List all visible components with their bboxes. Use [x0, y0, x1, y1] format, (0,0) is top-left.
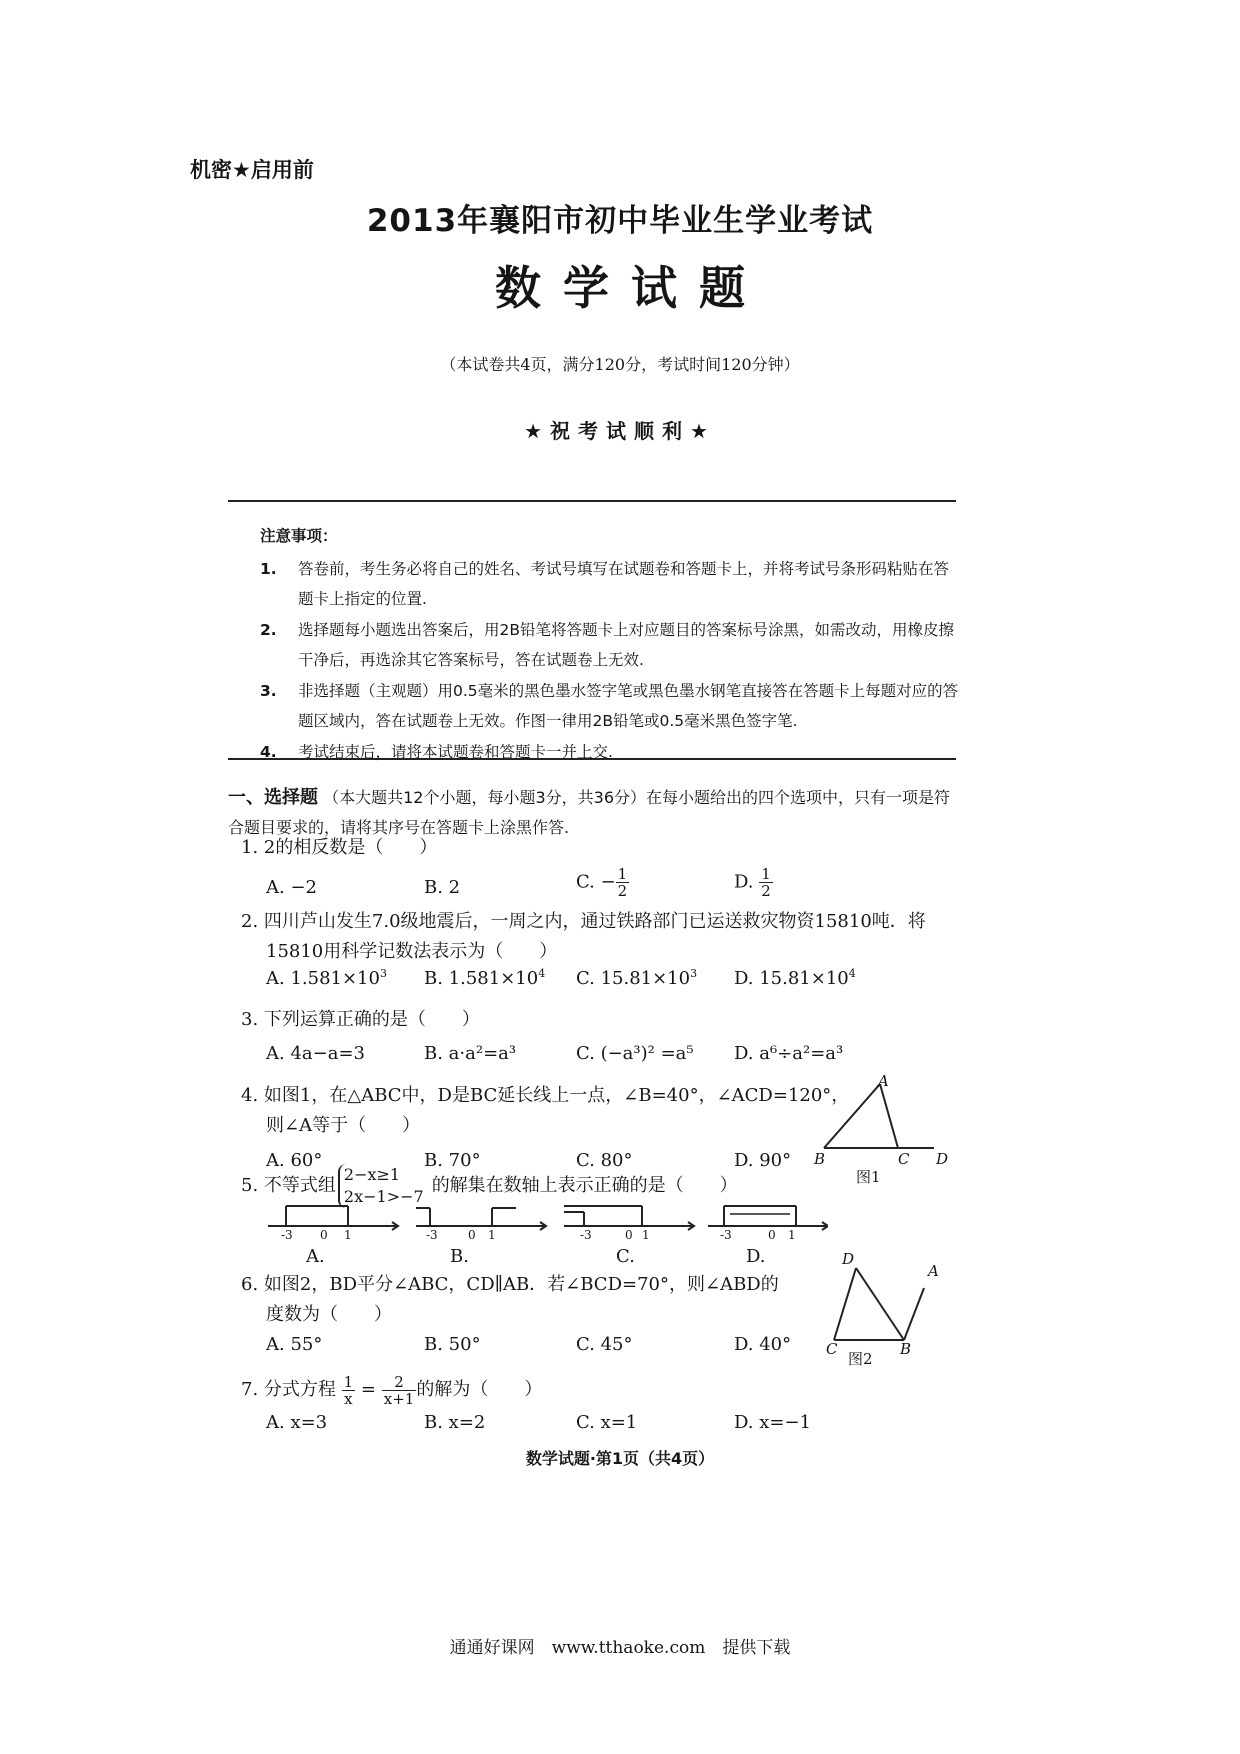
notice-num: 4.	[260, 743, 277, 761]
tick-1: 1	[788, 1228, 796, 1242]
frac-num: 1	[343, 1372, 354, 1391]
q2-a-base: A. 1.581×10	[266, 968, 380, 989]
q6-option-b: B. 50°	[424, 1334, 481, 1355]
notice-title: 注意事项：	[260, 527, 338, 545]
tick-1: 1	[344, 1228, 352, 1242]
tick-0: 0	[625, 1228, 633, 1242]
exam-title: 2013年襄阳市初中毕业生学业考试	[366, 203, 874, 239]
q6-option-d: D. 40°	[734, 1334, 792, 1355]
q1-option-b: B. 2	[424, 877, 461, 898]
notice-item	[260, 737, 960, 767]
q6-stem-line1: 6. 如图2，BD平分∠ABC，CD∥AB．若∠BCD=70°，则∠ABD的	[241, 1274, 779, 1295]
notice-item	[260, 676, 960, 736]
notice-item	[260, 615, 960, 675]
notice-num: 3.	[260, 682, 277, 700]
q7-suffix: 的解为（ ）	[416, 1379, 543, 1400]
q6-option-a: A. 55°	[266, 1334, 323, 1355]
download-source-footer: 通通好课网 www.tthaoke.com 提供下载	[449, 1638, 791, 1658]
q3-option-c: C. (−a³)² =a⁵	[576, 1043, 694, 1064]
section-label: 一、选择题	[228, 787, 318, 808]
notice-text: 选择题每小题选出答案后，用2B铅笔将答题卡上对应题目的答案标号涂黑，如需改动，用橡皮擦干净后，再选涂其它答案标号，答在试题卷上无效.	[298, 621, 954, 669]
tick-neg3: -3	[580, 1228, 592, 1242]
frac-num: 2	[382, 1374, 417, 1391]
fraction	[616, 866, 630, 899]
q4-option-a: A. 60°	[266, 1150, 323, 1171]
tick-neg3: -3	[281, 1228, 293, 1242]
number-line-d	[708, 1206, 828, 1230]
q1-option-d	[734, 866, 773, 899]
q4-option-b: B. 70°	[424, 1150, 481, 1171]
fraction-1-over-x	[342, 1374, 356, 1407]
q6-stem-line2: 度数为（ ）	[266, 1304, 392, 1325]
fig1-caption: 图1	[856, 1168, 881, 1186]
q2-option-c	[576, 967, 697, 989]
notice-num: 1.	[260, 560, 277, 578]
figure-1-triangle	[810, 1078, 960, 1188]
bottom-divider	[228, 758, 956, 760]
q4-stem-line2: 则∠A等于（ ）	[266, 1115, 421, 1136]
q5-number-lines	[268, 1196, 828, 1256]
q2-d-base: D. 15.81×10	[734, 968, 849, 989]
fig1-point-b: B	[814, 1150, 826, 1168]
notice-text: 考试结束后，请将本试题卷和答题卡一并上交.	[298, 743, 613, 761]
fig2-point-c: C	[826, 1340, 838, 1358]
tick-1: 1	[488, 1228, 496, 1242]
tick-0: 0	[468, 1228, 476, 1242]
notice-num: 2.	[260, 621, 277, 639]
tick-0: 0	[768, 1228, 776, 1242]
q2-a-exp: 3	[379, 967, 387, 980]
fig2-point-a: A	[928, 1262, 939, 1280]
q7-option-c: C. x=1	[576, 1412, 638, 1433]
q2-option-b	[424, 967, 545, 989]
fig2-side-ba	[904, 1288, 924, 1340]
q3-option-b: B. a·a²=a³	[424, 1043, 517, 1064]
inequality-2: 2x−1>−7	[343, 1187, 424, 1206]
confidential-label: 机密★启用前	[190, 158, 314, 182]
q5-prefix: 5. 不等式组	[241, 1175, 336, 1196]
subject-title: 数学试题	[495, 261, 767, 315]
section-desc: （本大题共12个小题，每小题3分，共36分）在每小题给出的四个选项中，只有一项是符合题目要求的，请将其序号在答题卡上涂黑作答.	[228, 788, 950, 837]
number-line-c	[564, 1206, 694, 1230]
q2-stem-line1: 2. 四川芦山发生7.0级地震后，一周之内，通过铁路部门已运送救灾物资15810吨．将	[241, 911, 926, 932]
notice-block	[260, 524, 960, 768]
q2-b-exp: 4	[538, 967, 546, 980]
frac-den: x	[344, 1389, 353, 1408]
good-luck-line: ★祝考试顺利★	[524, 419, 716, 443]
page-number-footer: 数学试题·第1页（共4页）	[525, 1449, 715, 1468]
number-line-b	[416, 1208, 546, 1230]
frac-num: 1	[761, 865, 771, 883]
fraction	[759, 866, 773, 899]
fig2-point-b: B	[900, 1340, 912, 1358]
q5-option-b: B.	[450, 1246, 469, 1267]
tick-0: 0	[320, 1228, 328, 1242]
q6-option-c: C. 45°	[576, 1334, 633, 1355]
tick-neg3: -3	[426, 1228, 438, 1242]
q2-stem-line2: 15810用科学记数法表示为（ ）	[266, 941, 558, 962]
fig1-side-ab	[824, 1084, 880, 1148]
inequality-1: 2−x≥1	[343, 1165, 401, 1184]
q4-stem-line1: 4. 如图1，在△ABC中，D是BC延长线上一点，∠B=40°，∠ACD=120°，	[241, 1085, 850, 1106]
fig2-caption: 图2	[848, 1350, 873, 1368]
q4-option-c: C. 80°	[576, 1150, 633, 1171]
q2-d-exp: 4	[848, 967, 856, 980]
q7-option-a: A. x=3	[266, 1412, 328, 1433]
q7-prefix: 7. 分式方程	[241, 1379, 336, 1400]
frac-den: 2	[617, 882, 628, 900]
q2-option-a	[266, 967, 387, 989]
fig1-side-ac	[880, 1084, 898, 1148]
equals-sign: =	[360, 1379, 377, 1400]
q1-option-d-prefix: D.	[734, 871, 760, 893]
frac-den: x+1	[383, 1389, 415, 1408]
notice-text: 非选择题（主观题）用0.5毫米的黑色墨水签字笔或黑色墨水钢笔直接答在答题卡上每题对应的答题区域内，答在试题卷上无效。作图一律用2B铅笔或0.5毫米黑色签字笔.	[298, 682, 959, 730]
frac-den: 2	[761, 882, 771, 900]
q7-stem	[241, 1370, 542, 1410]
notice-item	[260, 554, 960, 614]
q5-option-d: D.	[746, 1246, 766, 1267]
fraction-2-over-x-plus-1	[382, 1374, 417, 1407]
q5-suffix: 的解集在数轴上表示正确的是（ ）	[431, 1175, 738, 1196]
exam-info: （本试卷共4页，满分120分，考试时间120分钟）	[440, 355, 800, 374]
q2-c-base: C. 15.81×10	[576, 968, 691, 989]
q2-b-base: B. 1.581×10	[424, 968, 539, 989]
q3-option-a: A. 4a−a=3	[266, 1043, 365, 1064]
q4-option-d: D. 90°	[734, 1150, 792, 1171]
fig1-point-c: C	[898, 1150, 910, 1168]
q1-stem: 1. 2的相反数是（ ）	[241, 837, 438, 858]
frac-num: 1	[617, 865, 628, 883]
q1-option-c-prefix: C. −	[576, 871, 616, 893]
fig2-point-d: D	[842, 1250, 855, 1268]
tick-neg3: -3	[720, 1228, 732, 1242]
q7-option-d: D. x=−1	[734, 1412, 812, 1433]
q3-option-d: D. a⁶÷a²=a³	[734, 1043, 844, 1064]
q5-option-a: A.	[306, 1246, 325, 1267]
q2-option-d	[734, 967, 856, 989]
q3-stem: 3. 下列运算正确的是（ ）	[241, 1009, 480, 1030]
fig1-point-a: A	[878, 1072, 889, 1090]
fig2-side-db	[856, 1268, 904, 1340]
fig2-side-dc	[834, 1268, 856, 1340]
number-line-a	[268, 1206, 398, 1230]
q1-option-a: A. −2	[266, 877, 317, 898]
tick-1: 1	[642, 1228, 650, 1242]
fig1-point-d: D	[936, 1150, 949, 1168]
q2-c-exp: 3	[690, 967, 698, 980]
notice-text: 答卷前，考生务必将自己的姓名、考试号填写在试题卷和答题卡上，并将考试号条形码粘贴在答题卡上指定的位置.	[298, 560, 950, 608]
q1-option-c	[576, 866, 629, 899]
top-divider	[228, 500, 956, 502]
q5-option-c: C.	[616, 1246, 635, 1267]
q7-option-b: B. x=2	[424, 1412, 486, 1433]
